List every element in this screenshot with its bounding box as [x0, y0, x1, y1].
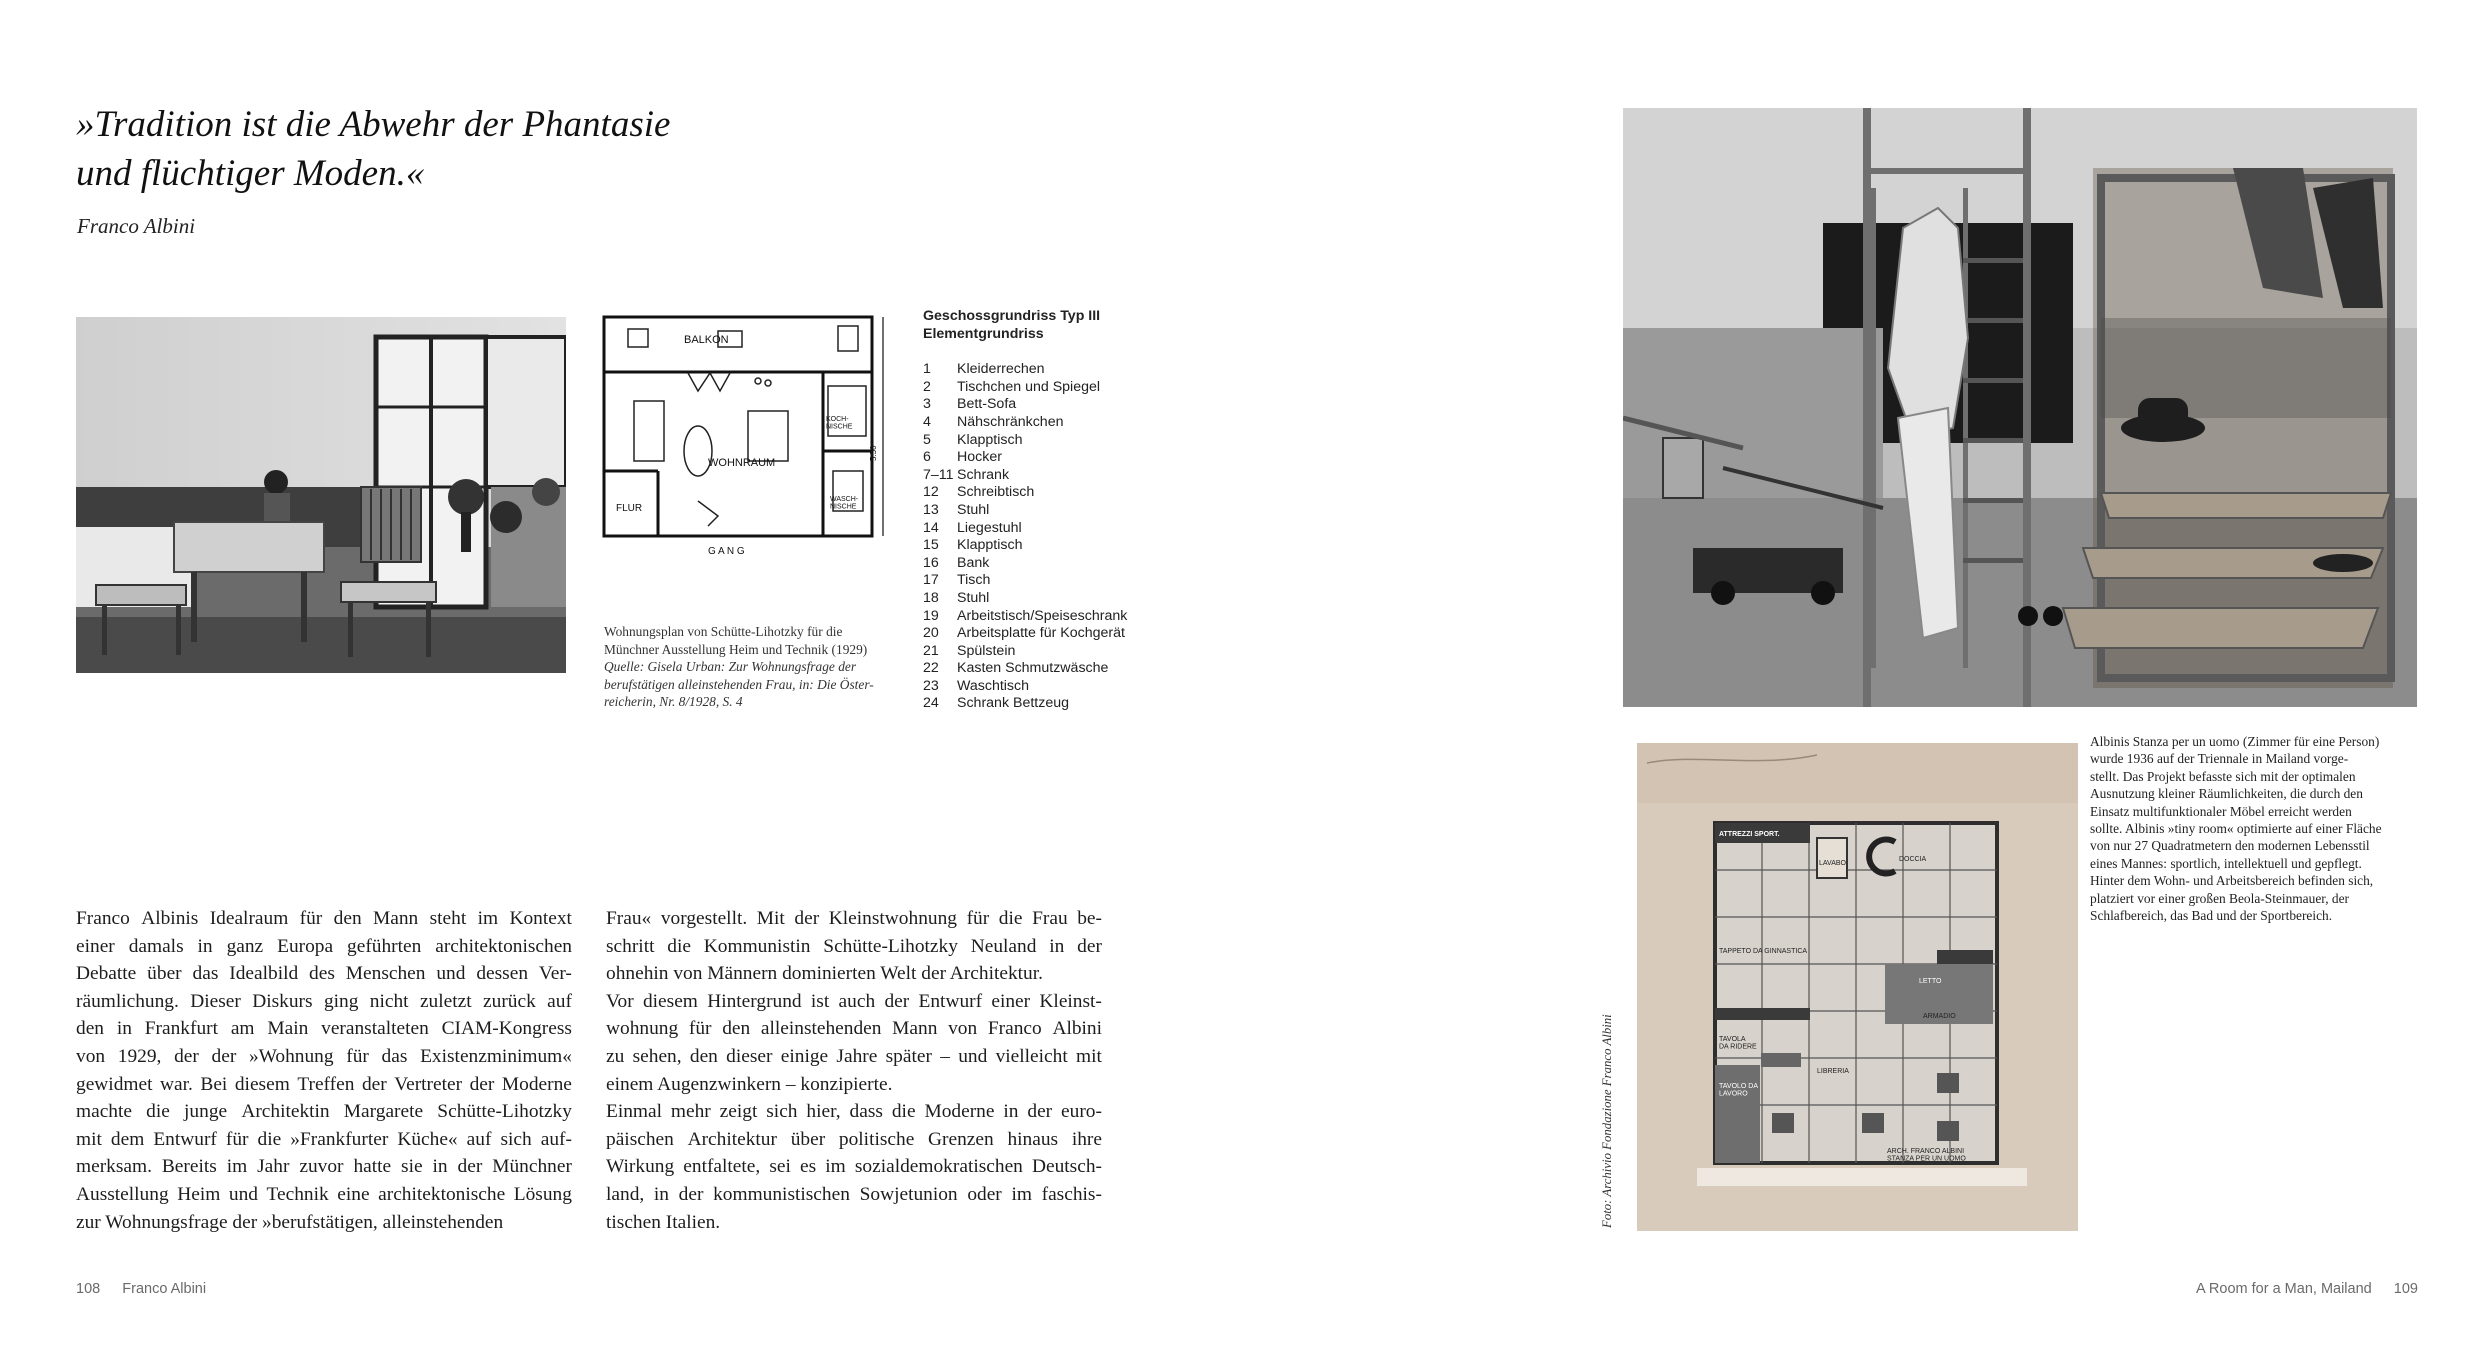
drawing-label-tavola: TAVOLA DA RIDERE: [1719, 1036, 1757, 1051]
drawing-label-lavabo: LAVABO: [1819, 860, 1846, 867]
interior-photo: [76, 317, 566, 673]
caption-line: platziert vor einer großen Beola-Steinmauer, der: [2090, 890, 2349, 906]
drawing-label-armadio: ARMADIO: [1923, 1013, 1956, 1020]
plan-caption-line: Quelle: Gisela Urban: Zur Wohnungsfrage der: [604, 659, 857, 674]
legend-item: [923, 643, 1127, 661]
legend-item: [923, 678, 1127, 696]
plan-label-balcony: BALKON: [684, 334, 729, 346]
legend-item-number: 19: [923, 607, 939, 624]
body-line: mit dem Entwurf für die »Frankfurter Küche« auf sich auf-: [76, 1128, 572, 1150]
legend-item-label: Nähschränkchen: [957, 413, 1064, 430]
body-line: einer damals in ganz Europa geführten architektonischen: [76, 935, 572, 957]
caption-line: stellt. Das Projekt befasste sich mit der optimalen: [2090, 768, 2356, 784]
page-number-left: 108: [76, 1281, 101, 1297]
legend-item: [923, 520, 1127, 538]
legend-item-label: Hocker: [957, 449, 1002, 466]
body-line: Frau« vorgestellt. Mit der Kleinstwohnung für die Frau be-: [606, 908, 1102, 929]
legend-item-number: 17: [923, 572, 939, 589]
albini-plan-drawing: [1637, 743, 2078, 1231]
body-line: Ausstellung Heim und Technik eine architektonische Lösung: [76, 1183, 572, 1205]
legend-subtitle: Elementgrundriss: [923, 325, 1044, 342]
legend-item-number: 6: [923, 449, 931, 466]
legend-item-number: 4: [923, 413, 931, 430]
legend-item-number: 24: [923, 695, 939, 712]
legend-item-label: Schrank: [957, 466, 1010, 483]
footer-right: [2196, 1281, 2418, 1297]
legend-item: [923, 555, 1127, 573]
plan-label-kitchen: KOCH-NISCHE: [826, 416, 853, 431]
legend-item-number: 5: [923, 431, 931, 448]
legend-item-label: Schreibtisch: [957, 484, 1035, 501]
body-line: von 1929, der der »Wohnung für das Existenzminimum«: [76, 1045, 572, 1067]
legend-item: [923, 695, 1127, 713]
quote-line-1: »Tradition ist die Abwehr der Phantasie: [76, 104, 671, 145]
legend-title: Geschossgrundriss Typ III: [923, 308, 1101, 324]
quote-author: Franco Albini: [77, 214, 196, 238]
drawing-label-attrezzi: ATTREZZI SPORT.: [1719, 831, 1780, 838]
legend-item-label: Kasten Schmutzwäsche: [957, 660, 1109, 677]
legend-item-label: Stuhl: [957, 589, 990, 606]
legend-item: [923, 502, 1127, 520]
body-line: land, in der kommunistischen Sowjetunion oder im faschis-: [606, 1183, 1102, 1205]
legend-item-number: 12: [923, 484, 939, 501]
drawing-label-libreria: LIBRERIA: [1817, 1068, 1849, 1075]
pull-quote: [76, 100, 696, 198]
legend-item-number: 21: [923, 642, 939, 659]
plan-label-living: WOHNRAUM: [708, 457, 776, 469]
body-line: tischen Italien.: [606, 1211, 721, 1233]
drawing-label-stamp: ARCH. FRANCO ALBINI STANZA PER UN UOMO: [1887, 1148, 1966, 1163]
legend-item-number: 16: [923, 554, 939, 571]
plan-label-dimension: 5.50: [869, 445, 878, 461]
legend-item-label: Spülstein: [957, 642, 1016, 659]
legend-item-number: 1: [923, 361, 931, 378]
plan-label-corridor: G A N G: [708, 546, 745, 557]
plan-caption-line: Wohnungsplan von Schütte-Lihotzky für die: [604, 624, 843, 639]
body-line: Debatte über das Idealbild des Menschen und dessen Ver-: [76, 963, 572, 985]
drawing-label-tavolo: TAVOLO DA LAVORO: [1719, 1083, 1759, 1098]
legend-item-label: Arbeitstisch/Speiseschrank: [957, 607, 1128, 624]
caption-line: sollte. Albinis »tiny room« optimierte auf einer Fläche: [2090, 821, 2382, 837]
running-title-left: Franco Albini: [122, 1281, 207, 1297]
legend-item: [923, 414, 1127, 432]
body-line: ohnehin von Männern dominierten Welt der Architektur.: [606, 963, 1043, 985]
body-text-left: [76, 905, 572, 1236]
caption-line: eines Mannes: sportlich, intellektuell und gepflegt.: [2090, 855, 2362, 871]
caption-line: Einsatz multifunktionaler Möbel erreicht werden: [2090, 803, 2352, 819]
legend-item-label: Liegestuhl: [957, 519, 1022, 536]
albini-room-photo: [1623, 108, 2417, 707]
body-line: machte die junge Architektin Margarete Schütte-Lihotzky: [76, 1101, 572, 1123]
legend-item-label: Arbeitsplatte für Kochgerät: [957, 625, 1125, 642]
plan-caption-line: berufstätigen alleinstehenden Frau, in: Die Öster-: [604, 676, 874, 692]
drawing-label-tappeto: TAPPETO DA GINNASTICA: [1719, 948, 1808, 955]
legend-item-label: Waschtisch: [957, 677, 1030, 694]
body-line: räumlichung. Dieser Diskurs ging nicht zuletzt zurück auf: [76, 990, 572, 1012]
legend-item-number: 20: [923, 625, 939, 642]
legend-item-number: 22: [923, 660, 939, 677]
legend-item-label: Stuhl: [957, 501, 990, 518]
caption-line: Ausnutzung kleiner Räumlichkeiten, die durch den: [2090, 786, 2363, 802]
legend-item: [923, 361, 1127, 379]
body-text-right: [606, 905, 1102, 1236]
body-line: zu sehen, den dieser einige Jahre später – und vielleicht mit: [606, 1045, 1102, 1067]
body-line: wohnung für den alleinstehenden Mann von Franco Albini: [606, 1018, 1102, 1040]
drawing-label-doccia: DOCCIA: [1899, 856, 1927, 863]
body-line: zur Wohnungsfrage der »berufstätigen, alleinstehenden: [76, 1211, 504, 1233]
legend-item-number: 18: [923, 589, 939, 606]
legend-item-number: 23: [923, 677, 939, 694]
body-line: Franco Albinis Idealraum für den Mann steht im Kontext: [76, 908, 572, 929]
room-caption: [2090, 733, 2408, 924]
body-line: päischen Architektur über politische Grenzen hinaus ihre: [606, 1128, 1102, 1150]
footer-left: [76, 1281, 206, 1297]
quote-line-2: und flüchtiger Moden.«: [76, 153, 425, 194]
legend-item-label: Tisch: [957, 572, 991, 589]
body-line: merksam. Bereits im Jahr zuvor hatte sie in der Münchner: [76, 1156, 572, 1178]
legend-item: [923, 467, 1127, 485]
plan-caption-line: reicherin, Nr. 8/1928, S. 4: [604, 694, 743, 709]
drawing-label-letto: LETTO: [1919, 978, 1942, 985]
caption-line: Albinis Stanza per un uomo (Zimmer für eine Person): [2090, 734, 2380, 749]
photo-credit: Foto: Archivio Fondazione Franco Albini: [1600, 1014, 1614, 1228]
legend-item: [923, 449, 1127, 467]
legend-item-label: Bett-Sofa: [957, 396, 1017, 413]
legend-item-number: 2: [923, 378, 931, 395]
caption-line: Hinter dem Wohn- und Arbeitsbereich befinden sich,: [2090, 873, 2374, 889]
caption-line: wurde 1936 auf der Triennale in Mailand vorge-: [2090, 751, 2349, 767]
legend-item: [923, 537, 1127, 555]
body-line: den in Frankfurt am Main veranstalteten CIAM-Kongress: [76, 1018, 572, 1040]
caption-line: Schlafbereich, das Bad und der Sportbereich.: [2090, 908, 2333, 924]
legend-item: [923, 432, 1127, 450]
legend-item: [923, 625, 1127, 643]
page-number-right: 109: [2393, 1281, 2418, 1297]
legend-item-number: 14: [923, 519, 939, 536]
caption-line: von nur 27 Quadratmetern den modernen Lebensstil: [2090, 838, 2370, 854]
legend-item-number: 15: [923, 537, 939, 554]
legend-item: [923, 379, 1127, 397]
body-line: einem Augenzwinkern – konzipierte.: [606, 1073, 893, 1095]
body-line: Vor diesem Hintergrund ist auch der Entwurf einer Kleinst-: [606, 990, 1102, 1012]
legend-item: [923, 484, 1127, 502]
legend-item-label: Tischchen und Spiegel: [957, 378, 1101, 395]
body-line: Einmal mehr zeigt sich hier, dass die Moderne in der euro-: [606, 1101, 1102, 1123]
legend-item: [923, 590, 1127, 608]
floor-plan-drawing: [598, 311, 888, 561]
legend-item-label: Klapptisch: [957, 537, 1023, 554]
legend-item: [923, 396, 1127, 414]
plan-label-hall: FLUR: [616, 503, 643, 514]
legend-item-number: 13: [923, 501, 939, 518]
plan-caption: [604, 623, 874, 711]
plan-label-wash: WASCH-NISCHE: [830, 496, 859, 511]
legend-item-number: 3: [923, 396, 931, 413]
legend-item-label: Klapptisch: [957, 431, 1023, 448]
legend-item-label: Bank: [957, 554, 990, 571]
plan-caption-line: Münchner Ausstellung Heim und Technik (1929): [604, 641, 868, 657]
legend-item-label: Kleiderrechen: [957, 361, 1045, 378]
legend-item-label: Schrank Bettzeug: [957, 695, 1069, 712]
plan-legend: [923, 308, 1127, 713]
legend-item: [923, 660, 1127, 678]
body-line: gewidmet war. Bei diesem Treffen der Vertreter der Moderne: [76, 1073, 572, 1095]
legend-item: [923, 572, 1127, 590]
body-line: schritt die Kommunistin Schütte-Lihotzky Neuland in der: [606, 935, 1102, 957]
legend-item: [923, 608, 1127, 626]
running-title-right: A Room for a Man, Mailand: [2196, 1281, 2372, 1297]
body-line: Wirkung entfaltete, sei es im sozialdemokratischen Deutsch-: [606, 1156, 1102, 1178]
legend-item-number: 7–11: [923, 466, 954, 483]
